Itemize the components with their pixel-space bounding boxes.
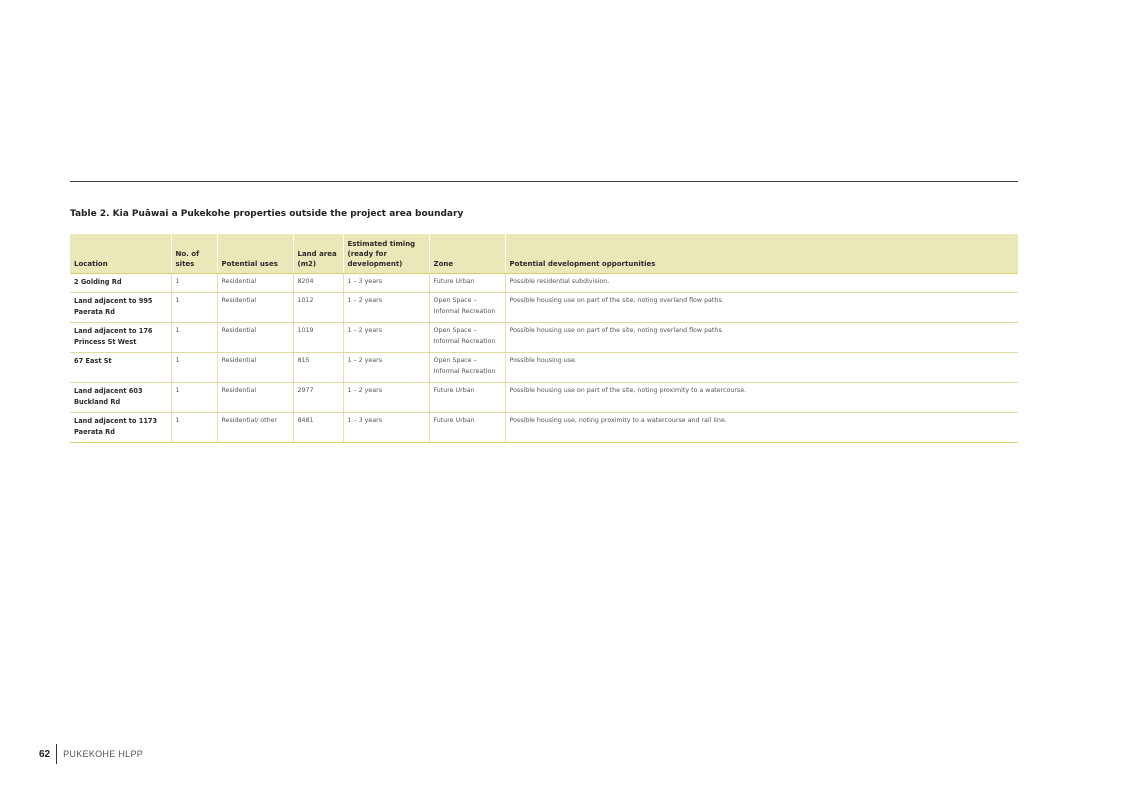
cell-zone: Open Space – Informal Recreation (429, 293, 505, 323)
cell-timing: 1 – 3 years (343, 273, 429, 293)
cell-timing: 1 – 3 years (343, 413, 429, 443)
cell-area: 2977 (293, 383, 343, 413)
cell-opportunities: Possible housing use on part of the site, noting overland flow paths. (505, 323, 1018, 353)
cell-zone: Future Urban (429, 273, 505, 293)
table-row (70, 323, 1018, 353)
table-row (70, 353, 1018, 383)
cell-area: 1012 (293, 293, 343, 323)
cell-location: 2 Golding Rd (70, 273, 171, 293)
header-development-opportunities: Potential development opportunities (505, 234, 1018, 273)
cell-uses: Residential (217, 323, 293, 353)
cell-sites: 1 (171, 293, 217, 323)
table-row (70, 293, 1018, 323)
cell-uses: Residential (217, 353, 293, 383)
cell-opportunities: Possible housing use, noting proximity to a watercourse and rail line. (505, 413, 1018, 443)
cell-uses: Residential (217, 293, 293, 323)
cell-area: 8481 (293, 413, 343, 443)
cell-sites: 1 (171, 353, 217, 383)
cell-zone: Open Space – Informal Recreation (429, 323, 505, 353)
cell-area: 1019 (293, 323, 343, 353)
cell-uses: Residential (217, 383, 293, 413)
top-divider-rule (70, 181, 1018, 182)
page-footer (39, 744, 143, 764)
cell-zone: Future Urban (429, 413, 505, 443)
cell-sites: 1 (171, 323, 217, 353)
cell-opportunities: Possible housing use. (505, 353, 1018, 383)
page-number: 62 (39, 748, 51, 760)
cell-location: Land adjacent to 995 Paerata Rd (70, 293, 171, 323)
cell-location: 67 East St (70, 353, 171, 383)
cell-timing: 1 – 2 years (343, 383, 429, 413)
cell-zone: Future Urban (429, 383, 505, 413)
table-row (70, 413, 1018, 443)
header-land-area: Land area (m2) (293, 234, 343, 273)
cell-timing: 1 – 2 years (343, 293, 429, 323)
header-location: Location (70, 234, 171, 273)
cell-opportunities: Possible housing use on part of the site, noting proximity to a watercourse. (505, 383, 1018, 413)
table-caption: Table 2. Kia Puāwai a Pukekohe properties outside the project area boundary (70, 209, 464, 219)
table-row (70, 273, 1018, 293)
cell-sites: 1 (171, 273, 217, 293)
cell-location: Land adjacent to 1173 Paerata Rd (70, 413, 171, 443)
properties-table (70, 234, 1018, 443)
header-zone: Zone (429, 234, 505, 273)
table-row (70, 383, 1018, 413)
footer-divider (56, 744, 57, 764)
cell-opportunities: Possible residential subdivision. (505, 273, 1018, 293)
cell-uses: Residential/ other (217, 413, 293, 443)
cell-timing: 1 – 2 years (343, 353, 429, 383)
cell-sites: 1 (171, 383, 217, 413)
cell-location: Land adjacent to 176 Princess St West (70, 323, 171, 353)
cell-opportunities: Possible housing use on part of the site, noting overland flow paths. (505, 293, 1018, 323)
table-header-row (70, 234, 1018, 273)
header-potential-uses: Potential uses (217, 234, 293, 273)
document-name: PUKEKOHE HLPP (63, 749, 144, 759)
cell-zone: Open Space – Informal Recreation (429, 353, 505, 383)
cell-uses: Residential (217, 273, 293, 293)
cell-location: Land adjacent 603 Buckland Rd (70, 383, 171, 413)
cell-timing: 1 – 2 years (343, 323, 429, 353)
cell-area: 8204 (293, 273, 343, 293)
cell-area: 815 (293, 353, 343, 383)
header-estimated-timing: Estimated timing (ready for development) (343, 234, 429, 273)
cell-sites: 1 (171, 413, 217, 443)
header-no-of-sites: No. of sites (171, 234, 217, 273)
